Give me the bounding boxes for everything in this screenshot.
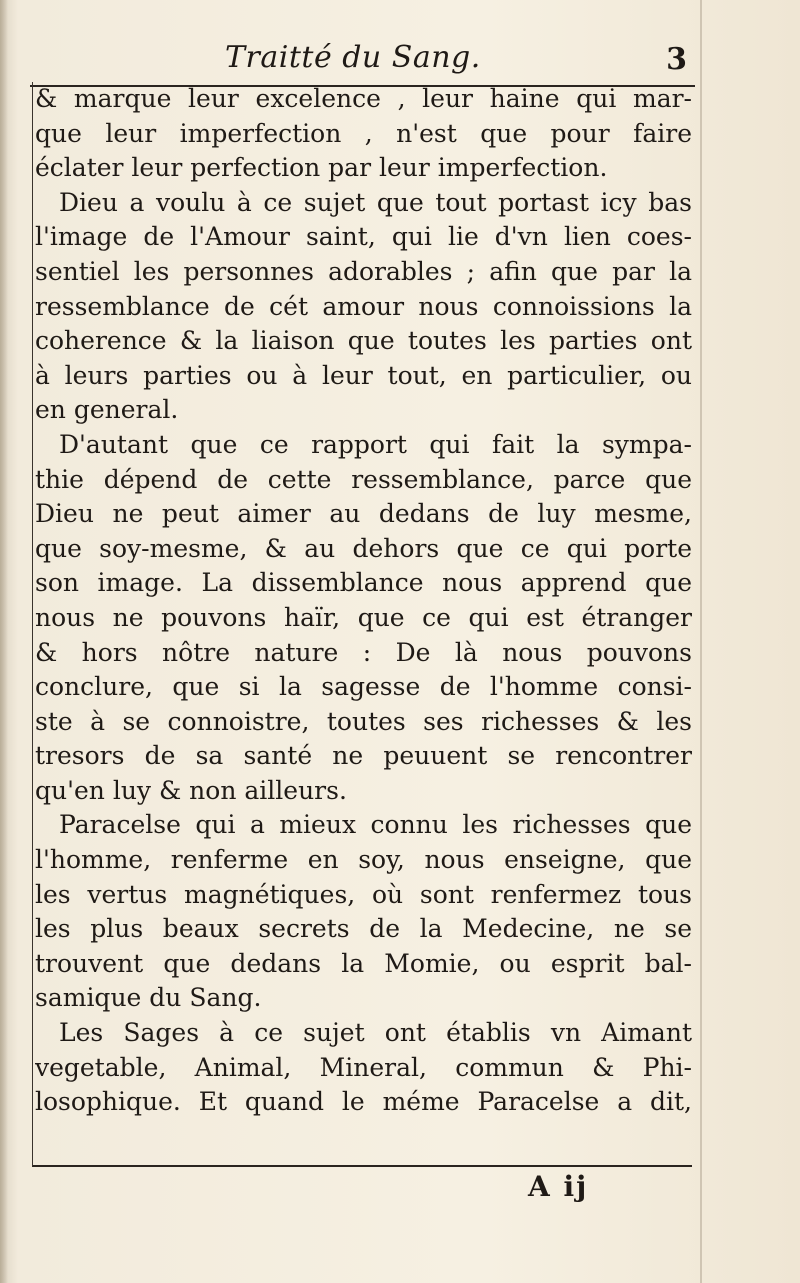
text-line: conclure, que si la sagesse de l'homme consi- xyxy=(35,672,692,702)
text-line: sentiel les personnes adorables ; afin que par la xyxy=(35,256,692,286)
text-line: tresors de sa santé ne peuuent se rencontrer xyxy=(35,741,692,771)
text-line: que leur imperfection , n'est que pour faire xyxy=(35,118,692,148)
text-line: en general. xyxy=(35,395,179,425)
text-line: & marque leur excelence , leur haine qui mar- xyxy=(35,84,692,113)
text-line: son image. La dissemblance nous apprend que xyxy=(35,568,692,598)
text-line: thie dépend de cette ressemblance, parce que xyxy=(35,464,692,494)
text-line: D'autant que ce rapport qui fait la sympa- xyxy=(59,429,692,459)
text-line: Dieu ne peut aimer au dedans de luy mesme, xyxy=(35,499,692,529)
body-text-block xyxy=(32,82,692,1167)
text-line: Les Sages à ce sujet ont établis vn Aimant xyxy=(59,1018,692,1048)
text-line: les vertus magnétiques, où sont renfermez tous xyxy=(35,879,692,909)
text-line: l'homme, renferme en soy, nous enseigne, que xyxy=(35,845,692,875)
text-line: ste à se connoistre, toutes ses richesses & les xyxy=(35,706,692,736)
signature-mark: A ij xyxy=(528,1170,589,1203)
text-line: losophique. Et quand le méme Paracelse a dit, xyxy=(35,1087,692,1117)
page-gutter-shadow xyxy=(0,0,8,1283)
text-line: les plus beaux secrets de la Medecine, ne se xyxy=(35,914,692,944)
text-line: & hors nôtre nature : De là nous pouvons xyxy=(35,637,692,667)
text-line: vegetable, Animal, Mineral, commun & Phi- xyxy=(35,1052,692,1082)
text-line: à leurs parties ou à leur tout, en particulier, ou xyxy=(35,360,692,390)
text-line: que soy-mesme, & au dehors que ce qui porte xyxy=(35,533,692,563)
text-line: ressemblance de cét amour nous connoissions la xyxy=(35,291,692,321)
text-line: Paracelse qui a mieux connu les richesses que xyxy=(59,810,692,840)
page-number: 3 xyxy=(666,42,687,77)
text-line: samique du Sang. xyxy=(35,983,262,1013)
running-title: Traitté du Sang. xyxy=(225,40,481,75)
text-line: trouvent que dedans la Momie, ou esprit bal- xyxy=(35,948,692,978)
text-line: nous ne pouvons haïr, que ce qui est étranger xyxy=(35,602,692,632)
text-line: coherence & la liaison que toutes les parties ont xyxy=(35,326,692,356)
text-line: qu'en luy & non ailleurs. xyxy=(35,775,347,805)
text-line: Dieu a voulu à ce sujet que tout portast icy bas xyxy=(59,187,692,217)
text-line: éclater leur perfection par leur imperfection. xyxy=(35,153,608,183)
page-fold-line xyxy=(700,0,702,1283)
text-line: l'image de l'Amour saint, qui lie d'vn lien coes- xyxy=(35,222,692,252)
